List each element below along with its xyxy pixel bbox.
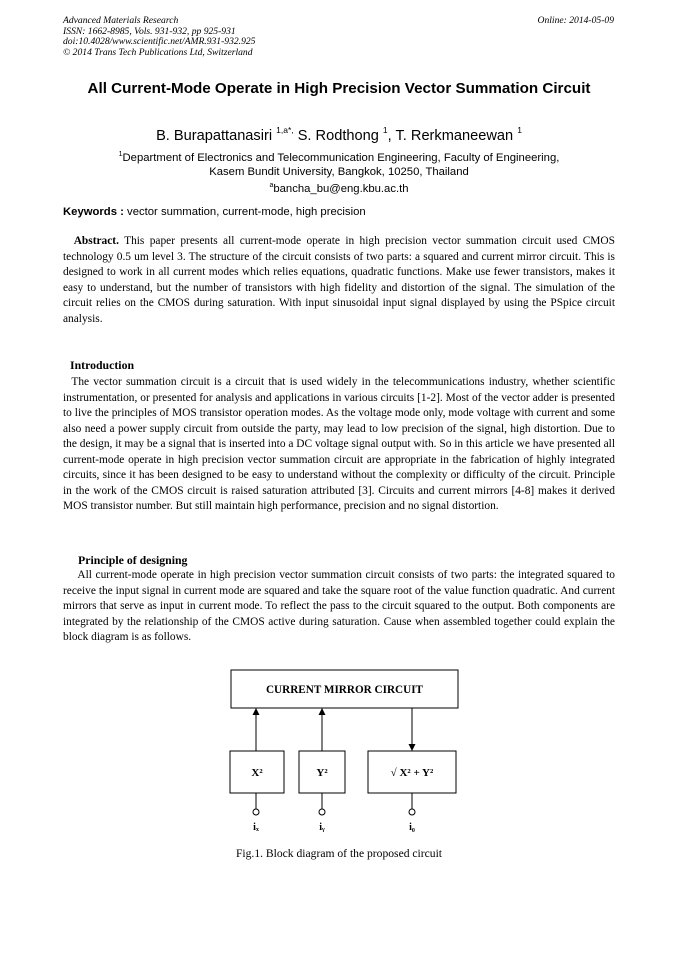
principle-text: All current-mode operate in high precision vector summation circuit consists of two parts: the integrated squared to receive the input signal in current mode are squared and take the square root of the value function quadratic. And current mirrors that serve as input in current mode. To reflect the pass to the circuit squared to the output. Both components are integrated by the relationship of the CMOS active during saturation. Cause when assembled together could explain the block diagram is as follows. bbox=[63, 569, 615, 643]
paper-title: All Current-Mode Operate in High Precision Vector Summation Circuit bbox=[87, 80, 591, 97]
affiliation-line-1: $^1$Department of Electronics and Telecommunication Engineering, Faculty of Engineering, bbox=[118, 151, 560, 164]
mirror-block-label: CURRENT MIRROR CIRCUIT bbox=[265, 684, 424, 696]
author-1-affil: 1,a*, bbox=[276, 125, 294, 135]
ix-label: iₓ bbox=[253, 822, 259, 833]
figure-caption: Fig.1. Block diagram of the proposed circuit bbox=[235, 847, 443, 860]
author-email: $^a$bancha_bu@eng.kbu.ac.th bbox=[269, 182, 409, 196]
arrow-up-icon bbox=[319, 708, 326, 715]
block-diagram bbox=[225, 667, 465, 837]
author-2-affil: 1 bbox=[382, 125, 388, 135]
y2-block-label: Y² bbox=[316, 767, 328, 779]
journal-header bbox=[63, 16, 393, 58]
author-3-affil: 1 bbox=[517, 125, 522, 135]
keywords bbox=[63, 205, 615, 219]
abstract-text: This paper presents all current-mode operate in high precision vector summation circuit used CMOS technology 0.5 um level 3. The structure of the circuit consists of two parts: a squared and current mirror circuit. This is designed to work in all current modes which relies equations, quadratic functions. Make use fewer transistors, makes it easy to understand, but the number of transistors with high fidelity and distortion of the signal. The simulation of the circuit relies on the CMOS during saturation. With input sinusoidal input signal displayed by using the PSpice circuit analysis. bbox=[63, 235, 615, 325]
x2-block-label: X² bbox=[251, 767, 263, 779]
ix-terminal bbox=[253, 809, 259, 815]
abstract bbox=[63, 234, 615, 327]
keywords-label: Keywords : bbox=[63, 206, 124, 218]
online-date: Online: 2014-05-09 bbox=[537, 15, 614, 26]
arrow-up-icon bbox=[253, 708, 260, 715]
iy-label: iᵧ bbox=[319, 822, 325, 833]
sqrt-block-label: √ X² + Y² bbox=[390, 767, 434, 779]
introduction-heading: Introduction bbox=[70, 358, 135, 372]
arrow-down-icon bbox=[409, 744, 416, 751]
introduction-text: The vector summation circuit is a circuit that is used widely in the telecommunications industry, whether scientific instrumentation, or presented for analysis and applications in various circuits [1-2]. Most of the vector adder is presented to live the principles of MOS transistor operation modes. As the voltage mode only, mode voltage with current and some also need a power supply circuit from outside the party, may lead to low precision of the signal, high distortion. Due to the design, it may be a signal that is inserted into a DC voltage signal output with. So in this article we have presented all current-mode operate in high precision vector summation circuit are appropriate in the fabrication of highly integrated circuits, since it has been designed to be easy to understand without the complexity or difficulty of the circuit. Principle in the work of the CMOS circuit is raised saturation attributed [3]. Circuits and current mirrors [4-8] makes it derived MOS transistor number. But still maintain high performance, precision and no signal distortion. bbox=[63, 376, 616, 512]
author-2: S. Rodthong bbox=[297, 128, 379, 144]
author-1: B. Burapattanasiri bbox=[156, 128, 273, 144]
author-3: T. Rerkmaneewan bbox=[395, 128, 514, 144]
principle-heading: Principle of designing bbox=[78, 553, 188, 567]
abstract-label: Abstract. bbox=[73, 235, 119, 247]
copyright-line: © 2014 Trans Tech Publications Ltd, Switzerland bbox=[63, 46, 253, 58]
journal-name: Advanced Materials Research bbox=[63, 15, 179, 26]
affiliation-line-2: Kasem Bundit University, Bangkok, 10250, Thailand bbox=[209, 166, 469, 179]
io-terminal bbox=[409, 809, 415, 815]
author-list: B. Burapattanasiri $^{1,a*,}$ S. Rodthong $^1$, T. Rerkmaneewan $^1$ bbox=[156, 125, 522, 144]
affiliation-mark: 1 bbox=[118, 151, 123, 158]
io-label: i₀ bbox=[409, 822, 415, 833]
iy-terminal bbox=[319, 809, 325, 815]
keywords-text: vector summation, current-mode, high precision bbox=[127, 206, 366, 218]
affiliation bbox=[63, 148, 615, 197]
issn-line: ISSN: 1662-8985, Vols. 931-932, pp 925-931 bbox=[63, 25, 236, 37]
email-mark: a bbox=[269, 182, 274, 190]
doi-line: doi:10.4028/www.scientific.net/AMR.931-932.925 bbox=[63, 36, 256, 48]
